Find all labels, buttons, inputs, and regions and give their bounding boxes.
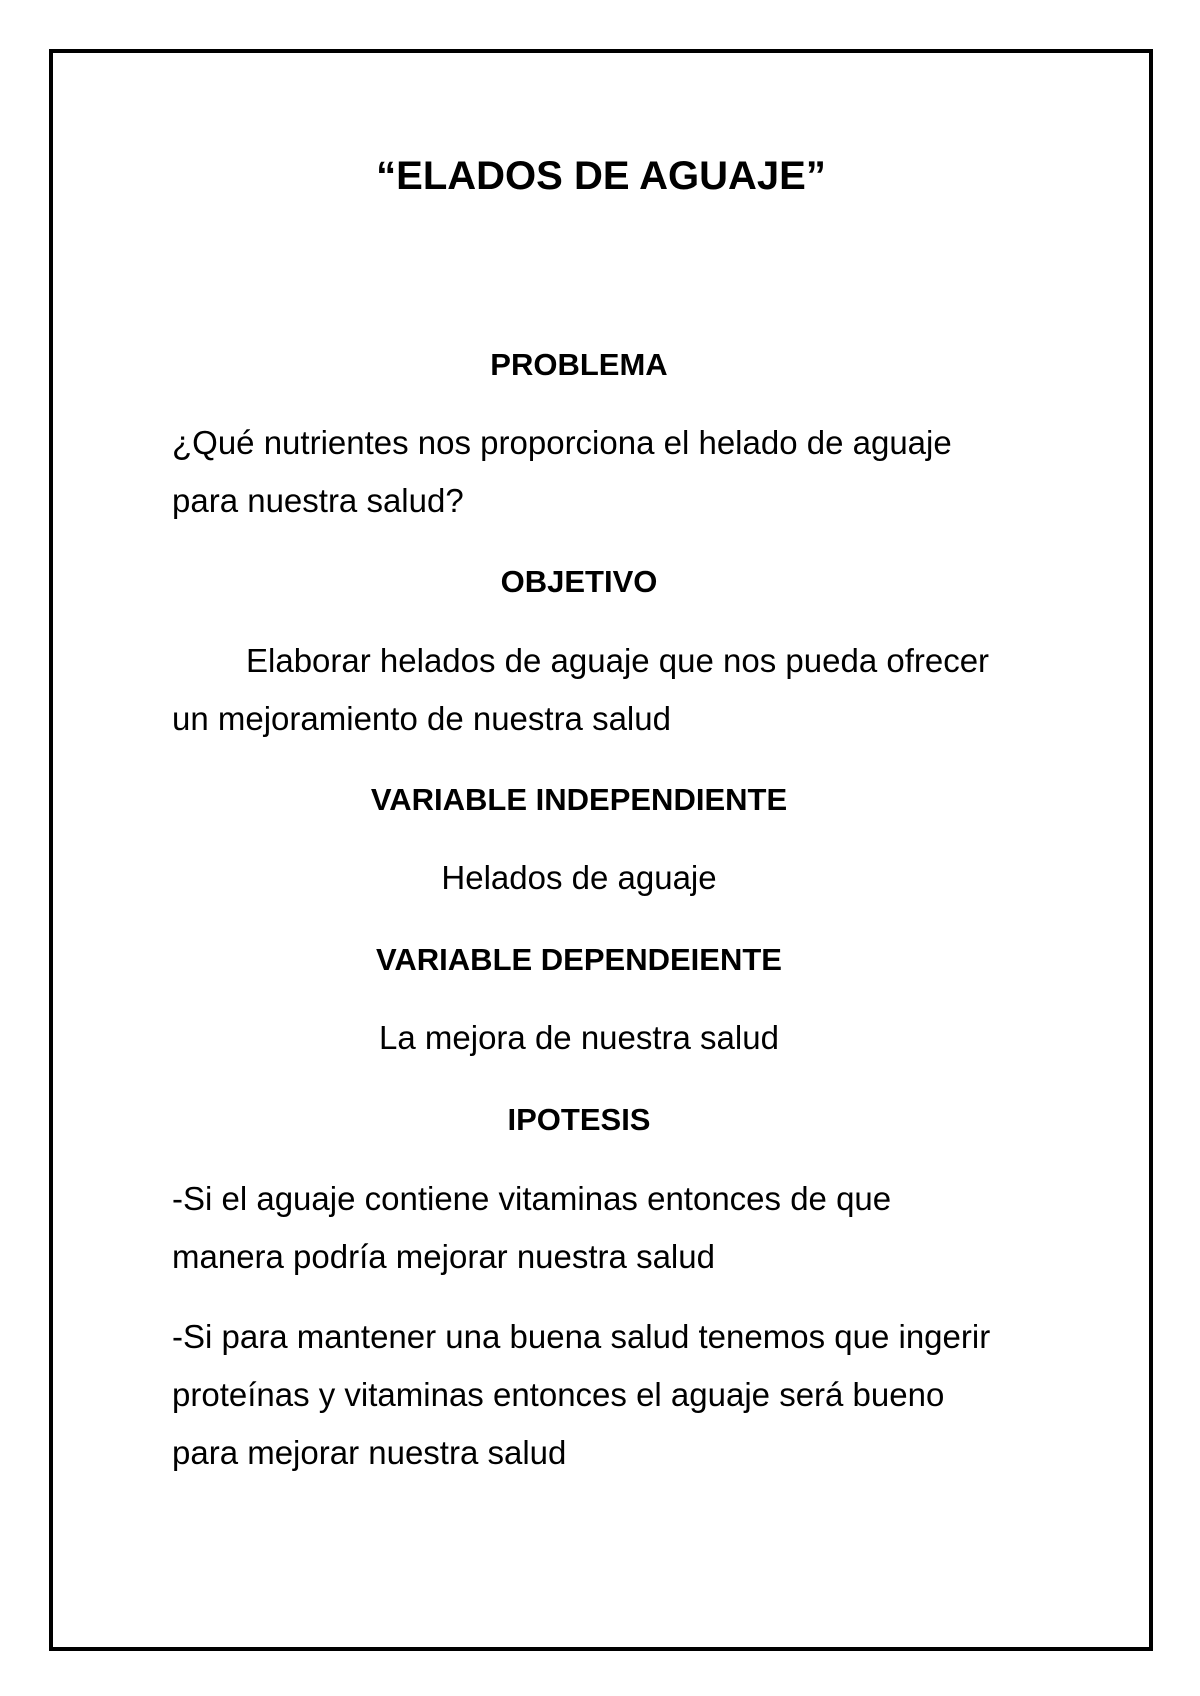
heading-variable-independiente: VARIABLE INDEPENDIENTE <box>370 782 788 817</box>
variable-dependiente-text: La mejora de nuestra salud <box>379 1019 779 1056</box>
heading-problema: PROBLEMA <box>490 347 668 382</box>
objetivo-text: Elaborar helados de aguaje que nos pueda ofrecer un mejoramiento de nuestra salud <box>172 642 990 737</box>
problema-text: ¿Qué nutrientes nos proporciona el helado de aguaje para nuestra salud? <box>172 424 952 519</box>
hipotesis-item-1: -Si el aguaje contiene vitaminas entonces de que manera podría mejorar nuestra salud <box>172 1180 892 1275</box>
heading-variable-dependiente: VARIABLE DEPENDEIENTE <box>376 942 782 977</box>
document-title: “ELADOS DE AGUAJE” <box>376 154 826 198</box>
heading-objetivo: OBJETIVO <box>500 564 658 599</box>
variable-independiente-text: Helados de aguaje <box>441 859 717 896</box>
hipotesis-item-2: -Si para mantener una buena salud tenemos que ingerir proteínas y vitaminas entonces el aguaje será bueno para mejorar nuestra salud <box>172 1318 991 1471</box>
heading-hipotesis: IPOTESIS <box>507 1102 651 1137</box>
